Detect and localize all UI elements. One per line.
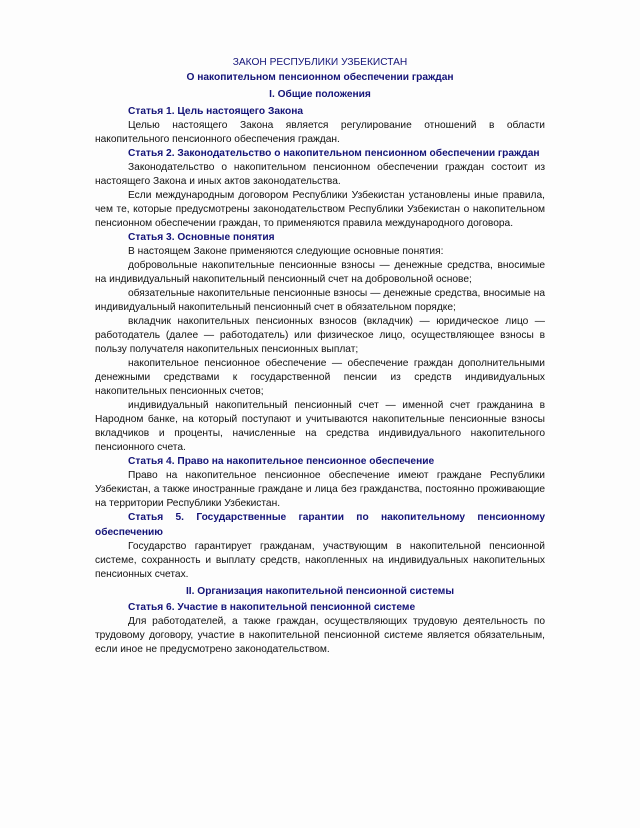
document-body [95, 56, 545, 657]
law-title-line-2: О накопительном пенсионном обеспечении граждан [186, 71, 454, 83]
article-3-definition-5: индивидуальный накопительный пенсионный счет — именной счет гражданина в Народном банке, на который поступают и учитываются накопительные пенсионные взносы вкладчиков и проценты, начисленные на средства индивидуального накопительного пенсионного счета. [95, 400, 545, 454]
article-4-paragraph-1: Право на накопительное пенсионное обеспечение имеют граждане Республики Узбекистан, а также иностранные граждане и лица без гражданства, постоянно проживающие на территории Республики Узбекистан. [95, 470, 545, 510]
article-2-paragraph-2: Если международным договором Республики Узбекистан установлены иные правила, чем те, которые предусмотрены законодательством Республики Узбекистан о накопительном пенсионном обеспечении граждан, то применяются правила международного договора. [95, 189, 545, 229]
chapter-heading-2: II. Организация накопительной пенсионной системы [185, 585, 455, 597]
article-1-paragraph-1: Целью настоящего Закона является регулирование отношений в области накопительного пенсионного обеспечения граждан. [95, 119, 545, 145]
article-6-heading: Статья 6. Участие в накопительной пенсионной системе [128, 602, 416, 614]
law-title-line-1: ЗАКОН РЕСПУБЛИКИ УЗБЕКИСТАН [232, 57, 408, 68]
article-5-paragraph-1: Государство гарантирует гражданам, участвующим в накопительной пенсионной системе, сохранность и выплату средств, накопленных на индивидуальных накопительных пенсионных счетах. [95, 540, 545, 580]
article-2-heading: Статья 2. Законодательство о накопительном пенсионном обеспечении граждан [128, 147, 540, 159]
article-4-heading: Статья 4. Право на накопительное пенсионное обеспечение [128, 456, 435, 468]
article-3-paragraph-1: В настоящем Законе применяются следующие основные понятия: [128, 246, 444, 258]
article-3-definition-4: накопительное пенсионное обеспечение — обеспечение граждан дополнительными денежными средствами к государственной пенсии из средств индивидуальных накопительных пенсионных счетов; [95, 358, 545, 398]
article-3-heading: Статья 3. Основные понятия [128, 231, 275, 243]
chapter-heading-1: I. Общие положения [269, 89, 371, 100]
document-title-block [95, 56, 545, 85]
article-3-definition-3: вкладчик накопительных пенсионных взносов (вкладчик) — юридическое лицо — работодатель (далее — работодатель) или физическое лицо, осуществляющее взносы в пользу получателя накопительных пенсионных выплат; [95, 316, 545, 356]
article-1-heading: Статья 1. Цель настоящего Закона [128, 105, 304, 117]
article-3-definition-1: добровольные накопительные пенсионные взносы — денежные средства, вносимые на индивидуальный накопительный пенсионный счет на добровольной основе; [95, 260, 545, 286]
article-6-paragraph-1: Для работодателей, а также граждан, осуществляющих трудовую деятельность по трудовому договору, участие в накопительной пенсионной системе является обязательным, если иное не предусмотрено законодательством. [95, 616, 545, 656]
article-2-paragraph-1: Законодательство о накопительном пенсионном обеспечении граждан состоит из настоящего Закона и иных актов законодательства. [95, 161, 545, 187]
article-3-definition-2: обязательные накопительные пенсионные взносы — денежные средства, вносимые на индивидуальный накопительный пенсионный счет в обязательном порядке; [95, 288, 545, 314]
article-5-heading: Статья 5. Государственные гарантии по накопительному пенсионному обеспечению [95, 512, 545, 538]
